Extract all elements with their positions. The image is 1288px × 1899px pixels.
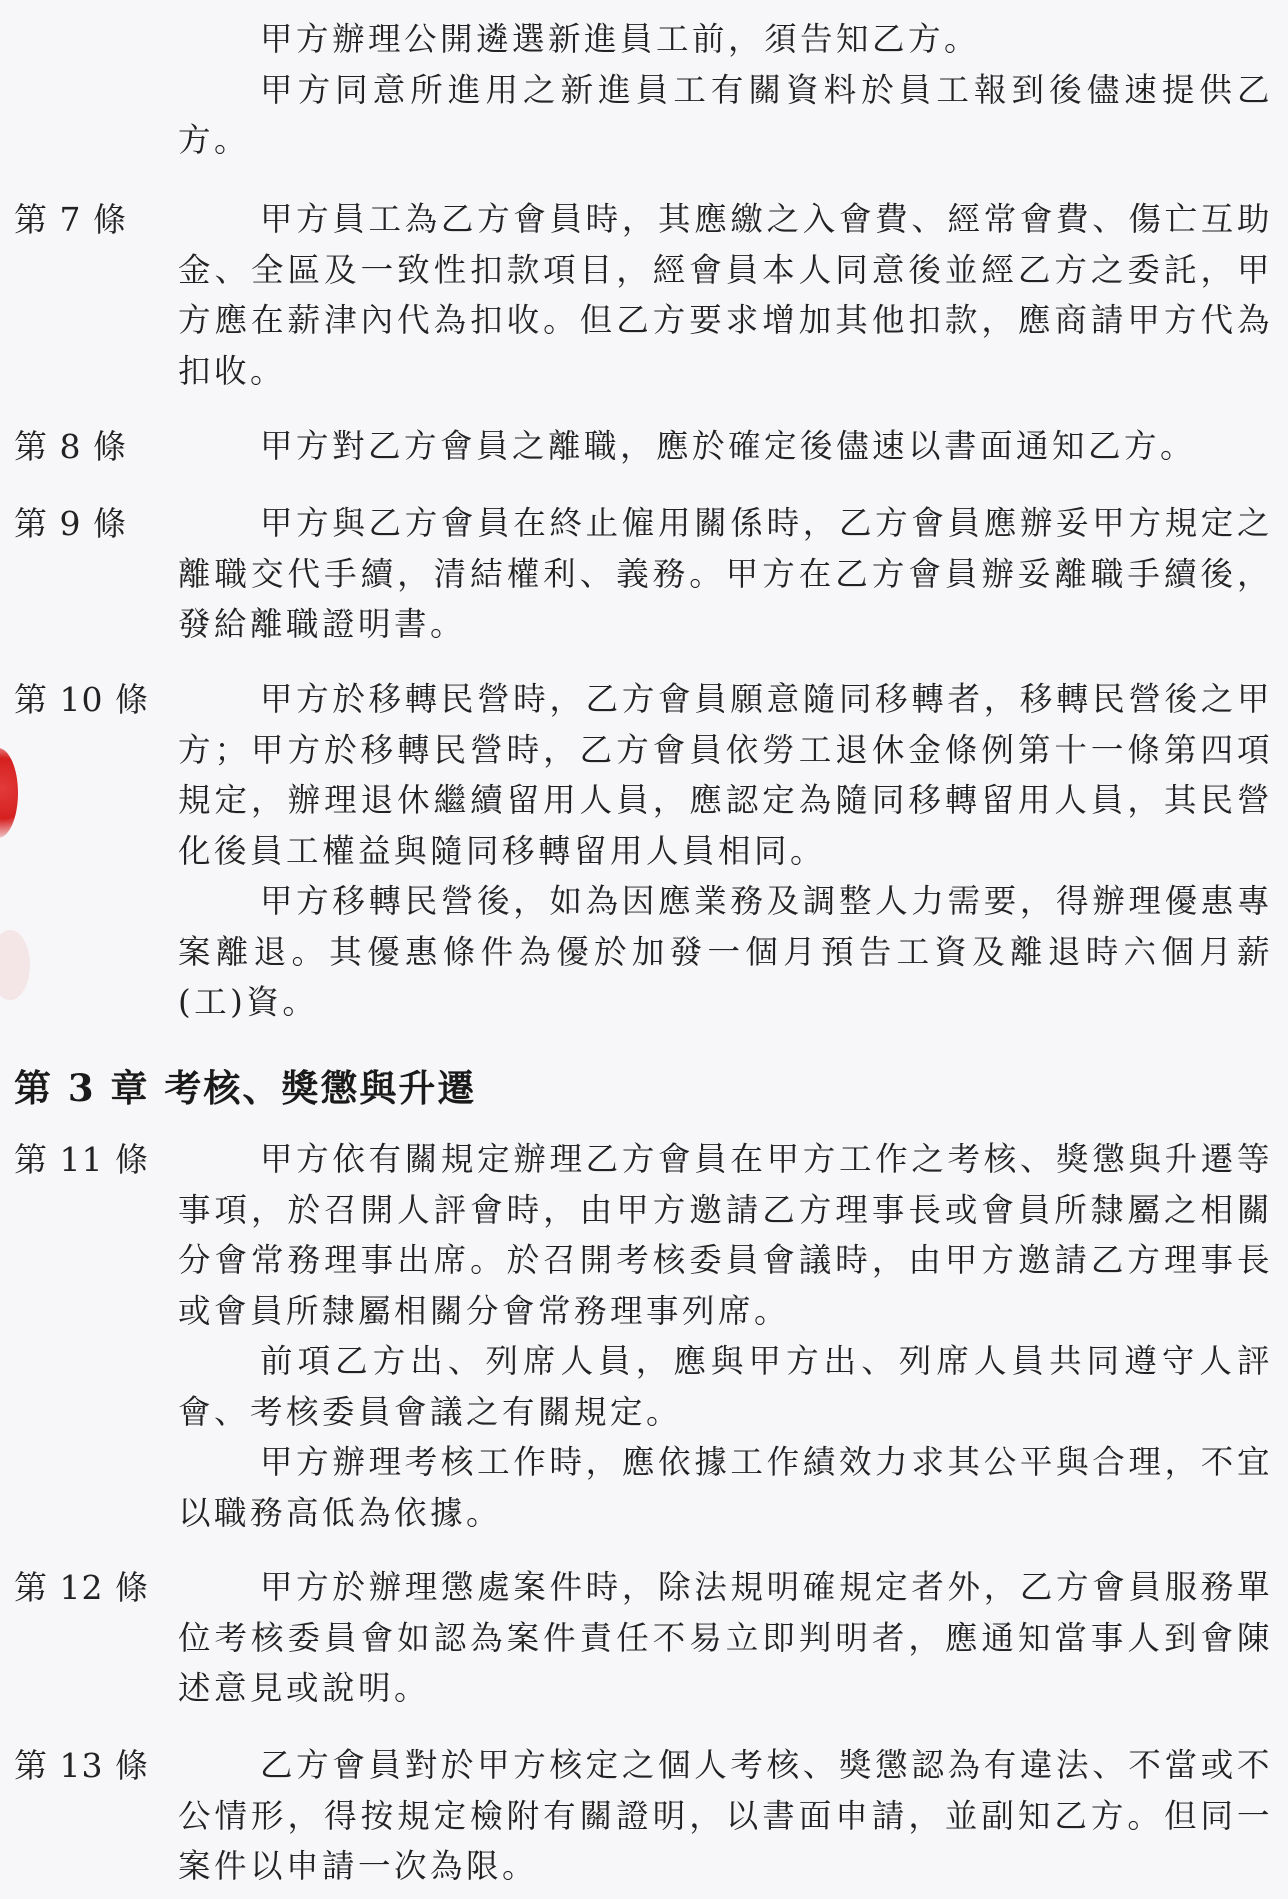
faint-stamp-mark xyxy=(0,930,30,1000)
article-body xyxy=(178,1740,1273,1892)
article-body xyxy=(178,1562,1273,1714)
article-body xyxy=(178,674,1273,1028)
paragraph: 甲方辦理考核工作時，應依據工作績效力求其公平與合理，不宜以職務高低為依據。 xyxy=(178,1443,1273,1532)
paragraph: 甲方依有關規定辦理乙方會員在甲方工作之考核、獎懲與升遷等事項，於召開人評會時，由甲方邀請乙方理事長或會員所隸屬之相關分會常務理事出席。於召開考核委員會議時，由甲方邀請乙方理事長或會員所隸屬相關分會常務理事列席。 xyxy=(178,1140,1273,1330)
article-label: 第 7 條 xyxy=(14,200,127,239)
paragraph: 甲方於移轉民營時，乙方會員願意隨同移轉者，移轉民營後之甲方；甲方於移轉民營時，乙方會員依勞工退休金條例第十一條第四項規定，辦理退休繼續留用人員，應認定為隨同移轉留用人員，其民營化後員工權益與隨同移轉留用人員相同。 xyxy=(178,680,1273,870)
paragraph: 甲方於辦理懲處案件時，除法規明確規定者外，乙方會員服務單位考核委員會如認為案件責任不易立即判明者，應通知當事人到會陳述意見或說明。 xyxy=(178,1568,1273,1707)
article-label: 第 8 條 xyxy=(14,427,127,466)
article-label: 第 11 條 xyxy=(14,1140,149,1179)
article-body xyxy=(178,498,1273,650)
article-label: 第 12 條 xyxy=(14,1568,149,1607)
paragraph: 甲方員工為乙方會員時，其應繳之入會費、經常會費、傷亡互助金、全區及一致性扣款項目，經會員本人同意後並經乙方之委託，甲方應在薪津內代為扣收。但乙方要求增加其他扣款，應商請甲方代為扣收。 xyxy=(178,200,1273,390)
paragraph: 甲方對乙方會員之離職，應於確定後儘速以書面通知乙方。 xyxy=(260,427,1197,465)
article-body xyxy=(178,194,1273,396)
paragraph: 前項乙方出、列席人員，應與甲方出、列席人員共同遵守人評會、考核委員會議之有關規定。 xyxy=(178,1342,1273,1431)
article-body xyxy=(178,421,1273,472)
red-stamp-mark xyxy=(0,748,18,838)
chapter-heading: 第 3 章 考核、獎懲與升遷 xyxy=(14,1066,477,1110)
article-label: 第 13 條 xyxy=(14,1746,149,1785)
paragraph: 乙方會員對於甲方核定之個人考核、獎懲認為有違法、不當或不公情形，得按規定檢附有關證明，以書面申請，並副知乙方。但同一案件以申請一次為限。 xyxy=(178,1746,1273,1885)
article-body xyxy=(178,1134,1273,1538)
article-intro-body xyxy=(178,14,1273,166)
paragraph: 甲方與乙方會員在終止僱用關係時，乙方會員應辦妥甲方規定之離職交代手續，清結權利、義務。甲方在乙方會員辦妥離職手續後，發給離職證明書。 xyxy=(178,504,1273,643)
article-label: 第 10 條 xyxy=(14,680,149,719)
paragraph: 甲方同意所進用之新進員工有關資料於員工報到後儘速提供乙方。 xyxy=(178,70,1273,159)
paragraph: 甲方辦理公開遴選新進員工前，須告知乙方。 xyxy=(260,20,981,58)
article-label: 第 9 條 xyxy=(14,504,127,543)
paragraph: 甲方移轉民營後，如為因應業務及調整人力需要，得辦理優惠專案離退。其優惠條件為優於加發一個月預告工資及離退時六個月薪(工)資。 xyxy=(178,882,1273,1021)
